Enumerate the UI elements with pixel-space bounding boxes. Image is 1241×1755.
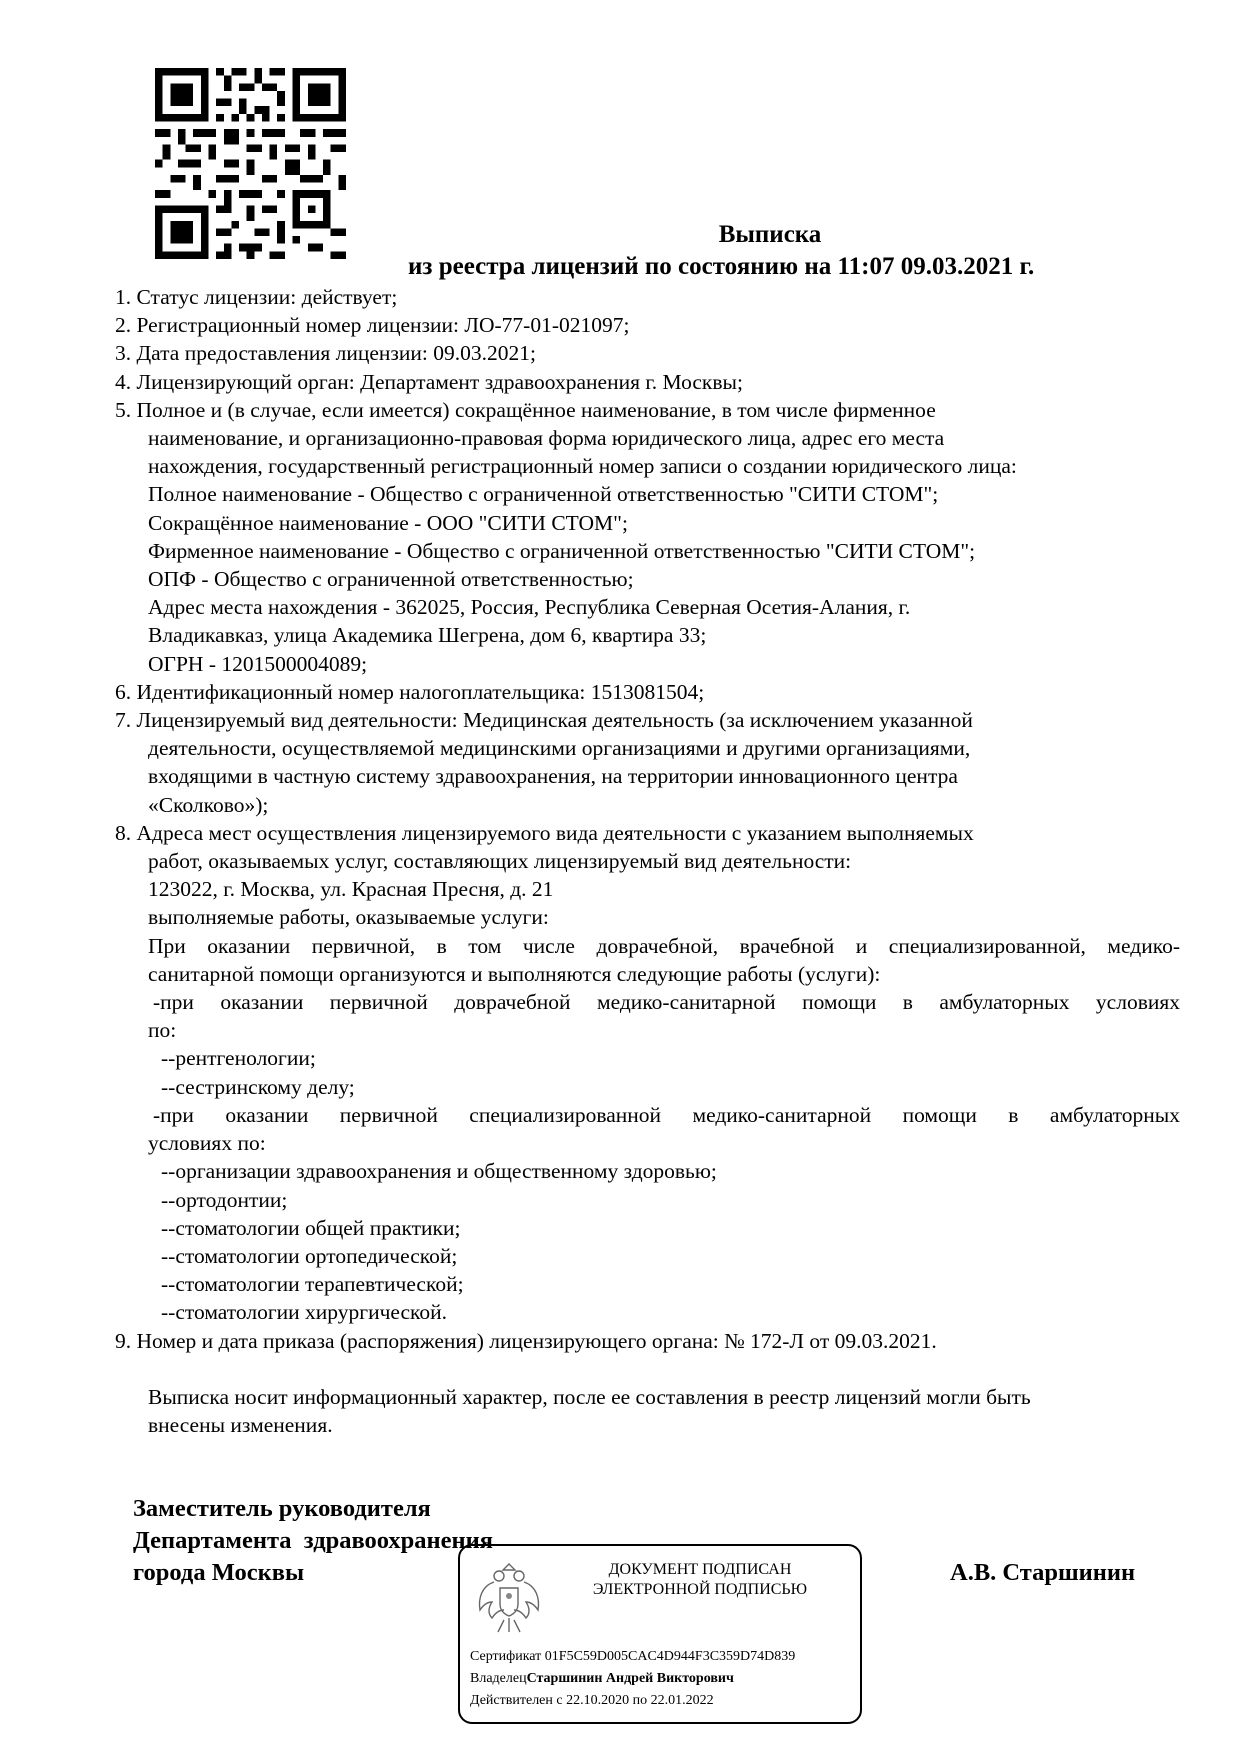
document-subtitle: из реестра лицензий по состоянию на 11:07 09.03.2021 г.	[408, 253, 1035, 280]
address-l1: Адрес места нахождения - 362025, Россия, Республика Северная Осетия-Алания, г.	[148, 595, 911, 620]
service-therapeutic-dentistry: --стоматологии терапевтической;	[161, 1272, 464, 1297]
item-status: 1. Статус лицензии: действует;	[115, 285, 398, 309]
primary-prehospital-l1: -при оказании первичной доврачебной медико-санитарной помощи в амбулаторных условиях	[153, 990, 1180, 1015]
position-l3: города Москвы	[133, 1559, 305, 1586]
service-orthopedic-dentistry: --стоматологии ортопедической;	[161, 1243, 458, 1268]
legal-form: ОПФ - Общество с ограниченной ответственностью;	[148, 567, 634, 592]
works-intro-l1: При оказании первичной, в том числе доврачебной, врачебной и специализированной, медико-	[148, 933, 1180, 958]
service-nursing: --сестринскому делу;	[161, 1074, 355, 1099]
service-surgical-dentistry: --стоматологии хирургической.	[161, 1300, 447, 1325]
item-order: 9. Номер и дата приказа (распоряжения) лицензирующего органа: № 172-Л от 09.03.2021.	[115, 1328, 937, 1353]
item-activity-l4: «Сколково»);	[148, 792, 269, 817]
service-radiology: --рентгенологии;	[161, 1046, 316, 1071]
item-authority: 4. Лицензирующий орган: Департамент здравоохранения г. Москвы;	[115, 369, 743, 394]
document-title: Выписка	[718, 221, 822, 248]
primary-specialized-l2: условиях по:	[148, 1131, 266, 1156]
owner-value: Старшинин Андрей Викторович	[526, 1671, 734, 1686]
position-l2: Департамента здравоохранения	[133, 1527, 494, 1554]
works-intro-l2: санитарной помощи организуются и выполняются следующие работы (услуги):	[148, 961, 881, 986]
item-activity-l3: входящими в частную систему здравоохранения, на территории инновационного центра	[148, 764, 958, 789]
primary-specialized-l1: -при оказании первичной специализированной медико-санитарной помощи в амбулаторных	[153, 1102, 1180, 1127]
informational-note	[115, 1383, 1180, 1439]
signatory-position	[133, 1493, 493, 1589]
short-name: Сокращённое наименование - ООО "СИТИ СТОМ";	[148, 510, 628, 535]
item-issue-date: 3. Дата предоставления лицензии: 09.03.2021;	[115, 341, 536, 366]
ogrn: ОГРН - 1201500004089;	[148, 651, 368, 676]
stamp-heading-l1: ДОКУМЕНТ ПОДПИСАН	[608, 1561, 792, 1578]
stamp-heading-l2: ЭЛЕКТРОННОЙ ПОДПИСЬЮ	[592, 1581, 808, 1598]
full-name: Полное наименование - Общество с ограниченной ответственностью "СИТИ СТОМ";	[148, 482, 939, 507]
item-places-l2: работ, оказываемых услуг, составляющих лицензируемый вид деятельности:	[148, 849, 852, 874]
license-details	[115, 283, 1180, 1439]
item-inn: 6. Идентификационный номер налогоплательщика: 1513081504;	[115, 679, 705, 704]
brand-name: Фирменное наименование - Общество с ограниченной ответственностью "СИТИ СТОМ";	[148, 538, 976, 563]
primary-prehospital-l2: по:	[148, 1018, 177, 1043]
cert-value: 01F5C59D005CAC4D944F3C359D74D839	[544, 1649, 796, 1664]
item-names-l2: наименование, и организационно-правовая форма юридического лица, адрес его места	[148, 426, 945, 451]
item-names-l3: нахождения, государственный регистрационный номер записи о создании юридического лица:	[148, 454, 1017, 479]
item-reg-number: 2. Регистрационный номер лицензии: ЛО-77-01-021097;	[115, 313, 630, 338]
service-health-org: --организации здравоохранения и общественному здоровью;	[161, 1159, 717, 1184]
note-l1: Выписка носит информационный характер, после ее составления в реестр лицензий могли быть	[148, 1384, 1031, 1409]
service-orthodontics: --ортодонтии;	[161, 1187, 288, 1212]
cert-label: Сертификат	[470, 1649, 545, 1664]
owner-label: Владелец	[470, 1671, 527, 1686]
item-places-l1: 8. Адреса мест осуществления лицензируемого вида деятельности с указанием выполняемых	[115, 820, 974, 845]
stamp-validity: Действителен с 22.10.2020 по 22.01.2022	[470, 1693, 714, 1708]
item-names-l1: 5. Полное и (в случае, если имеется) сокращённое наименование, в том числе фирменное	[115, 397, 936, 422]
address-l2: Владикавказ, улица Академика Шегрена, дом 6, квартира 33;	[148, 623, 707, 648]
works-heading: выполняемые работы, оказываемые услуги:	[148, 905, 549, 930]
stamp-heading	[550, 1560, 850, 1600]
signatory-name: А.В. Старшинин	[950, 1559, 1136, 1586]
stamp-owner	[470, 1670, 734, 1688]
stamp-certificate	[470, 1648, 795, 1666]
place-address: 123022, г. Москва, ул. Красная Пресня, д. 21	[148, 877, 554, 902]
item-activity-l1: 7. Лицензируемый вид деятельности: Медицинская деятельность (за исключением указанной	[115, 708, 973, 733]
position-l1: Заместитель руководителя	[133, 1495, 431, 1522]
service-general-dentistry: --стоматологии общей практики;	[161, 1215, 461, 1240]
coat-of-arms-icon	[474, 1558, 544, 1638]
note-l2: внесены изменения.	[148, 1412, 333, 1437]
item-activity-l2: деятельности, осуществляемой медицинскими организациями и другими организациями,	[148, 736, 971, 761]
electronic-signature-stamp	[458, 1544, 862, 1724]
